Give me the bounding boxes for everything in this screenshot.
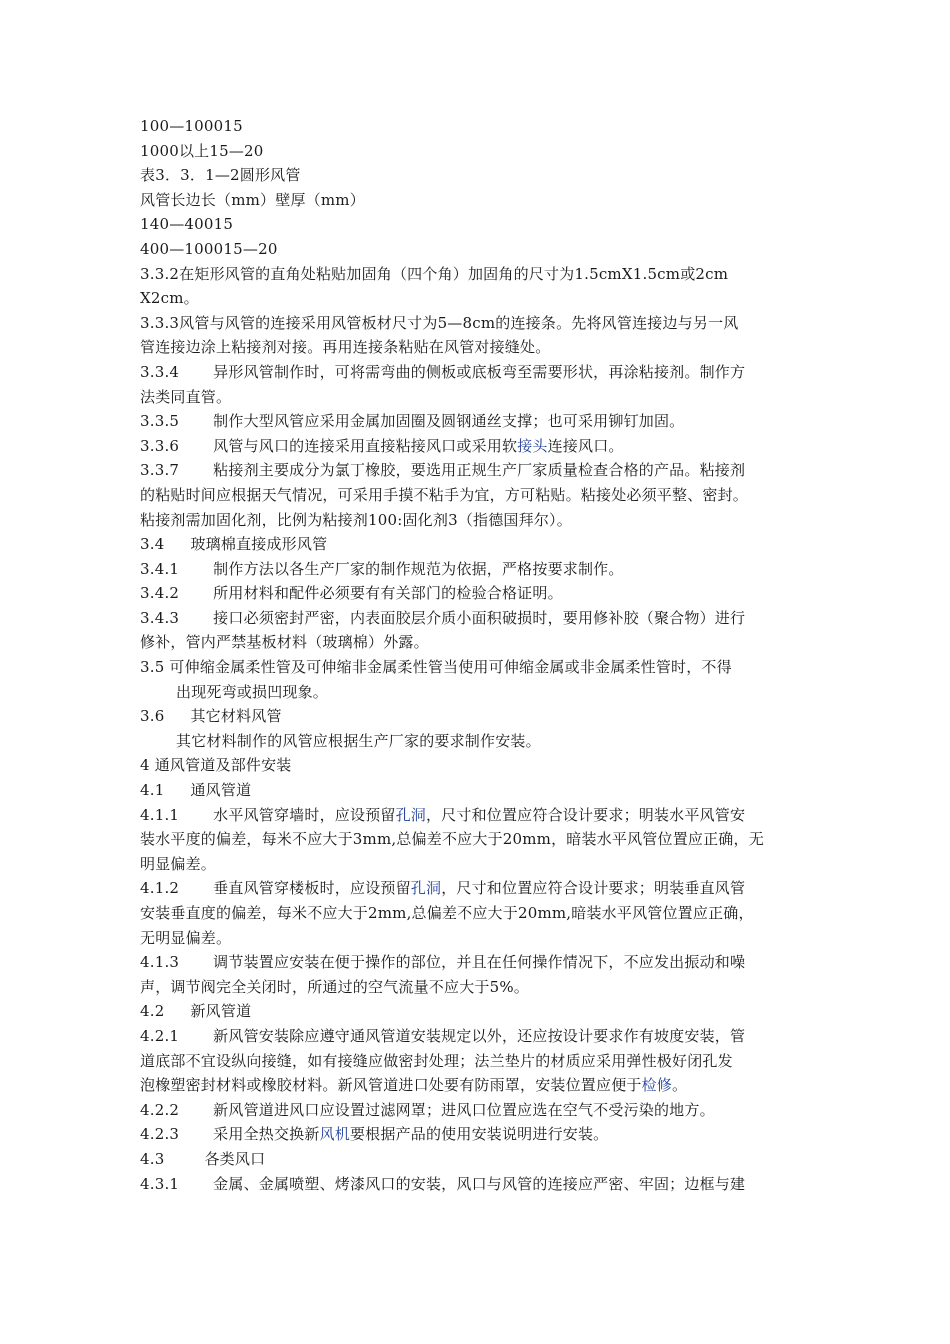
text-line [140,458,830,483]
text-line [140,581,830,606]
section-text: 通风管道 [190,781,252,800]
section-number: 3.3.6 [140,436,180,455]
section-text: 调节装置应安装在便于操作的部位，并且在任何操作情况下，不应发出振动和噪 [213,953,746,972]
text-segment: 采用全热交换新 [213,1125,320,1144]
text-segment: 。 [672,1076,688,1095]
text-line [140,803,830,828]
text-line: 100—100015 [140,117,243,135]
section-number: 4.1.1 [140,805,180,824]
text-line: 3.3.2在矩形风管的直角处粘贴加固角（四个角）加固角的尺寸为1.5cmX1.5cm或2cm [140,264,729,283]
text-segment: ，尺寸和位置应符合设计要求；明装水平风管安 [425,805,746,824]
section-text: 各类风口 [204,1149,266,1168]
text-line: 装水平度的偏差，每米不应大于3mm,总偏差不应大于20mm，暗装水平风管位置应正确，无 [140,830,764,849]
text-segment: 垂直风管穿楼板时，应设预留 [213,879,411,898]
text-line [140,1024,830,1049]
section-text: 新风管道进风口应设置过滤网罩；进风口位置应选在空气不受污染的地方。 [213,1100,715,1119]
text-line: 3.3.3风管与风管的连接采用风管板材尺寸为5—8cm的连接条。先将风管连接边与另一风 [140,313,739,332]
text-segment: ，尺寸和位置应符合设计要求；明装垂直风管 [441,879,746,898]
section-number: 3.3.7 [140,461,180,480]
text-line [140,778,830,803]
text-line: 4 通风管道及部件安装 [140,756,292,775]
text-line [140,1073,830,1098]
text-line [140,704,830,729]
text-line: 粘接剂需加固化剂，比例为粘接剂100:固化剂3（指德国拜尔）。 [140,510,572,529]
section-text: 异形风管制作时，可将需弯曲的侧板或底板弯至需要形状，再涂粘接剂。制作方 [213,362,746,381]
text-line: 安装垂直度的偏差，每米不应大于2mm,总偏差不应大于20mm,暗装水平风管位置应正确， [140,904,754,922]
section-text: 粘接剂主要成分为氯丁橡胶，要选用正规生产厂家质量检查合格的产品。粘接剂 [213,461,746,480]
text-line: 声，调节阀完全关闭时，所通过的空气流量不应大于5%。 [140,977,529,996]
section-number: 4.1 [140,781,165,800]
section-number: 4.2 [140,1002,165,1021]
text-line [140,999,830,1024]
section-text: 制作方法以各生产厂家的制作规范为依据，严格按要求制作。 [213,559,624,578]
text-line [140,876,830,901]
section-number: 3.4.3 [140,608,180,627]
text-line: 表3．3．1—2圆形风管 [140,166,301,185]
text-line: 1000以上15—20 [140,141,264,160]
section-text: 其它材料风管 [190,707,282,726]
text-segment: 连接风口。 [547,436,624,455]
text-line: 风管长边长（mm）壁厚（mm） [140,190,365,209]
text-line: 修补，管内严禁基板材料（玻璃棉）外露。 [140,633,429,652]
section-text: 新风管道 [190,1002,252,1021]
text-line [140,409,830,434]
text-line [140,950,830,975]
text-line [140,557,830,582]
text-line [140,1147,830,1172]
text-segment: 要根据产品的使用安装说明进行安装。 [349,1125,609,1144]
section-number: 4.1.2 [140,879,180,898]
text-line: 道底部不宜设纵向接缝，如有接缝应做密封处理；法兰垫片的材质应采用弹性极好闭孔发 [140,1051,733,1070]
keyword-link[interactable]: 接头 [517,436,548,455]
text-line: 无明显偏差。 [140,928,232,947]
section-number: 4.3 [140,1149,165,1168]
text-line: 3.5 可伸缩金属柔性管及可伸缩非金属柔性管当使用可伸缩金属或非金属柔性管时，不得 [140,658,732,677]
text-line [140,1098,830,1123]
section-text: 制作大型风管应采用金属加固圈及圆钢通丝支撑；也可采用铆钉加固。 [213,412,685,431]
section-number: 3.3.4 [140,362,180,381]
text-line [140,434,830,459]
text-segment: 泡橡塑密封材料或橡胶材料。新风管道进口处要有防雨罩，安装位置应便于 [140,1076,642,1095]
section-number: 3.4 [140,535,165,554]
section-number: 3.3.5 [140,412,180,431]
section-text: 所用材料和配件必须要有有关部门的检验合格证明。 [213,584,563,603]
section-number: 3.6 [140,707,165,726]
text-line [140,532,830,557]
keyword-link[interactable]: 孔洞 [395,805,426,824]
text-segment: 水平风管穿墙时，应设预留 [213,805,396,824]
section-number: 4.2.3 [140,1125,180,1144]
text-line [140,1172,830,1197]
text-line: X2cm。 [140,289,199,308]
text-line [140,1122,830,1147]
keyword-link[interactable]: 风机 [319,1125,350,1144]
text-line: 明显偏差。 [140,854,217,873]
section-text: 新风管安装除应遵守通风管道安装规定以外，还应按设计要求作有坡度安装，管 [213,1026,746,1045]
text-line: 法类同直管。 [140,387,232,406]
text-line [140,606,830,631]
text-line: 400—100015—20 [140,239,278,258]
text-line: 出现死弯或损凹现象。 [176,682,329,701]
section-text: 玻璃棉直接成形风管 [190,535,328,554]
section-number: 4.1.3 [140,953,180,972]
section-number: 3.4.2 [140,584,180,603]
keyword-link[interactable]: 孔洞 [410,879,442,898]
section-number: 4.2.2 [140,1100,180,1119]
section-number: 4.2.1 [140,1026,180,1045]
text-line: 其它材料制作的风管应根据生产厂家的要求制作安装。 [176,731,541,750]
section-number: 4.3.1 [140,1174,180,1193]
text-line: 的粘贴时间应根据天气情况，可采用手摸不粘手为宜，方可粘贴。粘接处必须平整、密封。 [140,485,749,504]
text-line: 140—40015 [140,215,234,234]
section-number: 3.4.1 [140,559,180,578]
text-line: 管连接边涂上粘接剂对接。再用连接条粘贴在风管对接缝处。 [140,338,551,357]
document-body [140,114,830,1196]
text-line [140,360,830,385]
section-text: 接口必须密封严密，内表面胶层介质小面积破损时，要用修补胶（聚合物）进行 [213,608,746,627]
keyword-link[interactable]: 检修 [641,1076,673,1095]
text-segment: 风管与风口的连接采用直接粘接风口或采用软 [213,436,518,455]
section-text: 金属、金属喷塑、烤漆风口的安装，风口与风管的连接应严密、牢固；边框与建 [213,1174,746,1193]
